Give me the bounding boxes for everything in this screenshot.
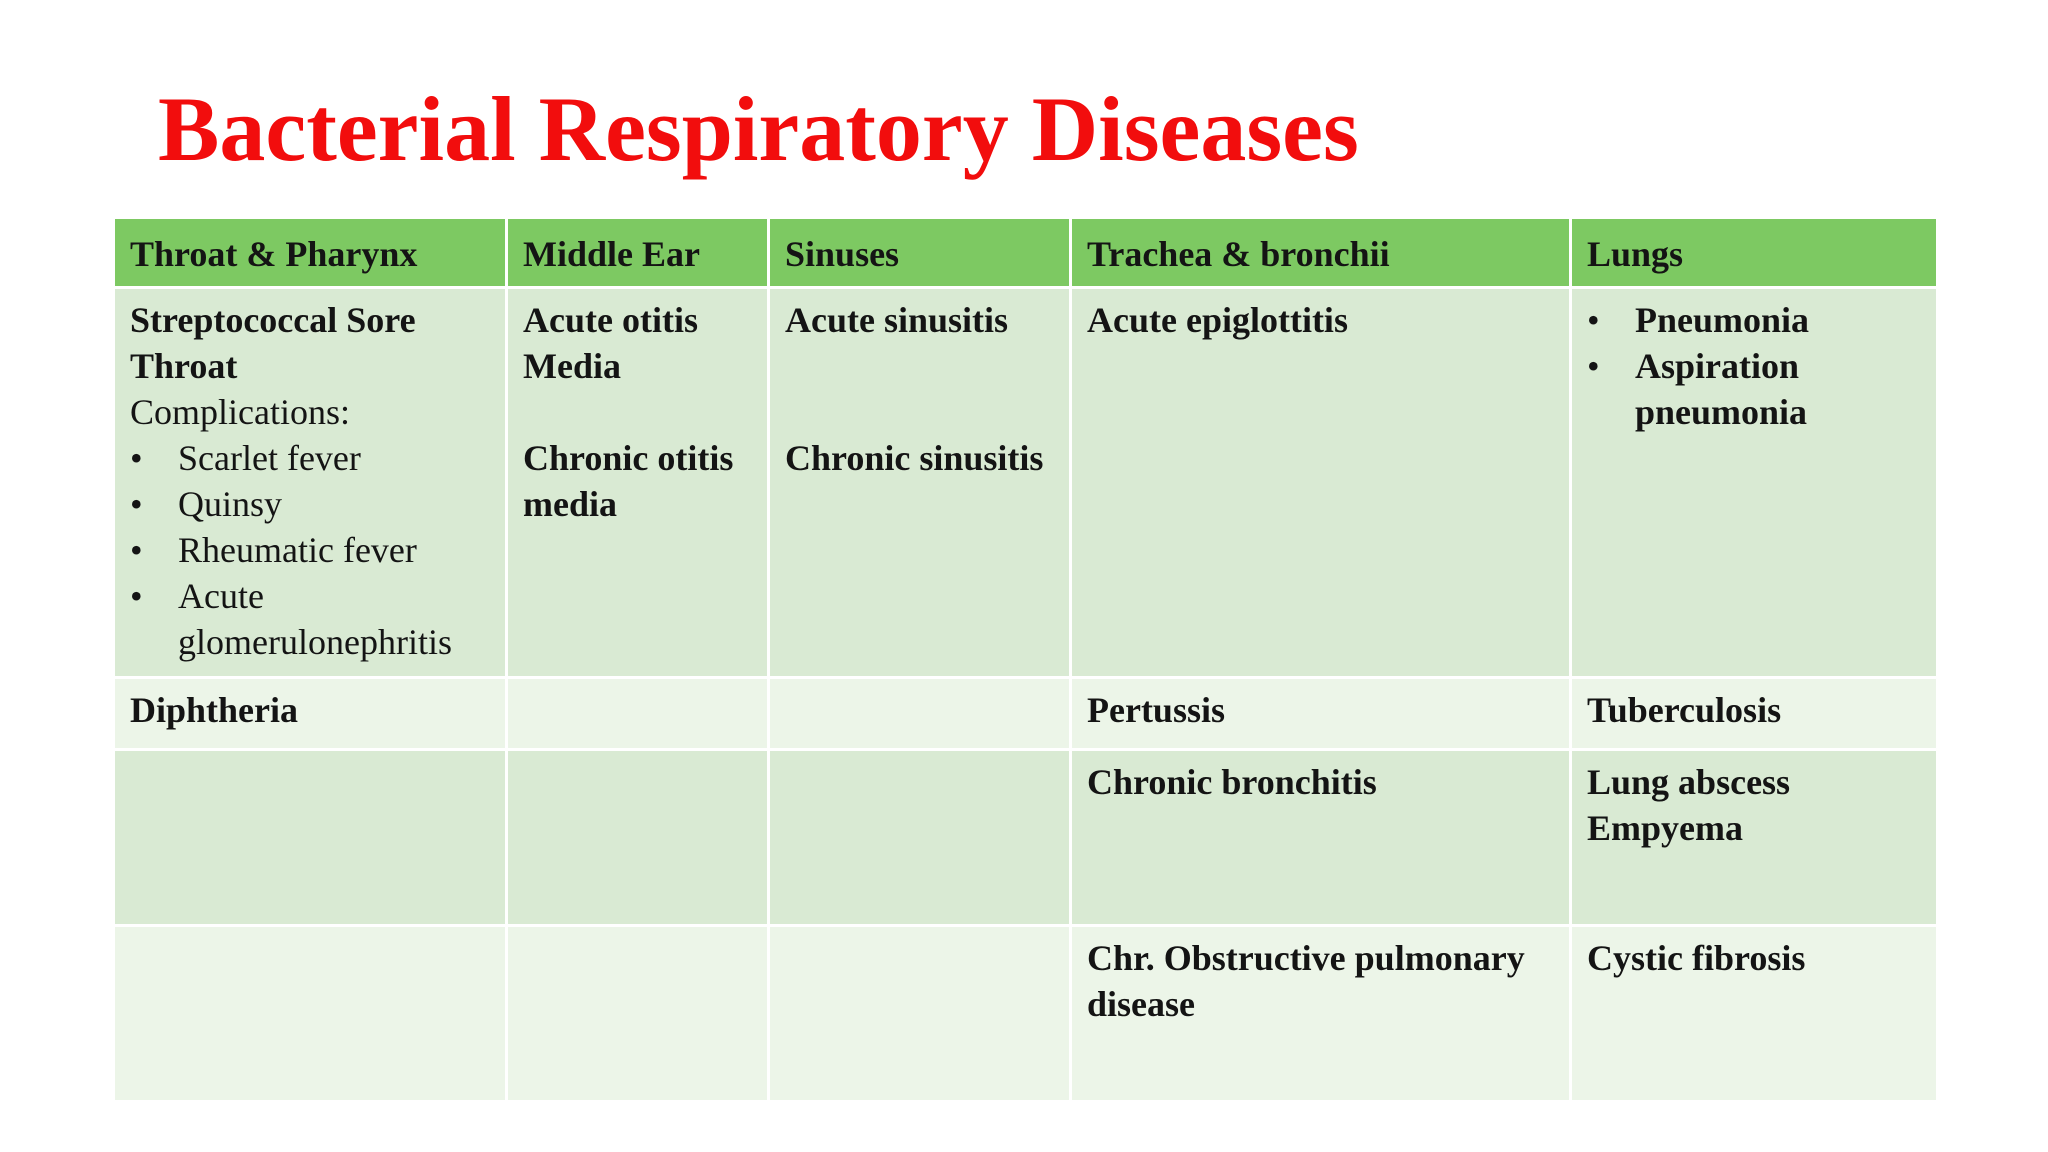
cell-middle-ear-otitis (507, 288, 769, 678)
complications-label: Complications: (130, 392, 350, 432)
table-row (114, 288, 1938, 678)
bullet-icon: • (130, 530, 143, 570)
complications-list (130, 435, 490, 665)
cell-trachea-pertussis (1071, 678, 1571, 750)
disease-diphtheria: Diphtheria (130, 690, 299, 730)
disease-lung-abscess: Lung abscess (1587, 762, 1791, 802)
cell-lungs-tuberculosis (1571, 678, 1938, 750)
table-row (114, 678, 1938, 750)
disease-chronic-bronchitis: Chronic bronchitis (1087, 762, 1377, 802)
cell-lungs-abscess-empyema (1571, 750, 1938, 926)
disease-tuberculosis: Tuberculosis (1587, 690, 1782, 730)
table-row (114, 750, 1938, 926)
disease-empyema: Empyema (1587, 808, 1743, 848)
list-item: • Quinsy (130, 481, 490, 527)
empty-cell (507, 678, 769, 750)
cell-throat-streptococcal (114, 288, 507, 678)
cell-throat-diphtheria (114, 678, 507, 750)
bullet-icon: • (130, 438, 143, 478)
table-row (114, 926, 1938, 1102)
disease-cystic-fibrosis: Cystic fibrosis (1587, 938, 1806, 978)
empty-cell (769, 926, 1071, 1102)
empty-cell (507, 750, 769, 926)
bullet-icon: • (1587, 346, 1600, 386)
list-item: • Rheumatic fever (130, 527, 490, 573)
cell-trachea-copd (1071, 926, 1571, 1102)
disease-chronic-sinusitis: Chronic sinusitis (785, 438, 1044, 478)
disease-pertussis: Pertussis (1087, 690, 1225, 730)
diseases-table (112, 216, 1939, 1103)
cell-sinuses-sinusitis (769, 288, 1071, 678)
list-item: • Aspiration pneumonia (1587, 343, 1921, 435)
header-throat-pharynx: Throat & Pharynx (114, 218, 507, 288)
disease-acute-otitis-media: Acute otitis Media (523, 300, 698, 386)
cell-trachea-epiglottitis (1071, 288, 1571, 678)
empty-cell (769, 678, 1071, 750)
bullet-icon: • (130, 484, 143, 524)
bullet-icon: • (130, 576, 143, 616)
disease-acute-epiglottitis: Acute epiglottitis (1087, 300, 1348, 340)
cell-lungs-pneumonia (1571, 288, 1938, 678)
empty-cell (769, 750, 1071, 926)
cell-lungs-cystic-fibrosis (1571, 926, 1938, 1102)
disease-acute-sinusitis: Acute sinusitis (785, 300, 1009, 340)
header-row (114, 218, 1938, 288)
list-item: • Pneumonia (1587, 297, 1921, 343)
bullet-icon: • (1587, 300, 1600, 340)
list-item: • Acute glomerulonephritis (130, 573, 490, 665)
lungs-list (1587, 297, 1921, 435)
header-lungs: Lungs (1571, 218, 1938, 288)
list-item: • Scarlet fever (130, 435, 490, 481)
cell-trachea-chronic-bronchitis (1071, 750, 1571, 926)
empty-cell (114, 750, 507, 926)
disease-copd: Chr. Obstructive pulmonary disease (1087, 938, 1525, 1024)
empty-cell (507, 926, 769, 1102)
header-trachea-bronchii: Trachea & bronchii (1071, 218, 1571, 288)
slide-title: Bacterial Respiratory Diseases (158, 78, 1359, 180)
header-middle-ear: Middle Ear (507, 218, 769, 288)
disease-chronic-otitis-media: Chronic otitis media (523, 438, 734, 524)
header-sinuses: Sinuses (769, 218, 1071, 288)
disease-streptococcal-sore-throat: Streptococcal Sore Throat (130, 300, 416, 386)
empty-cell (114, 926, 507, 1102)
